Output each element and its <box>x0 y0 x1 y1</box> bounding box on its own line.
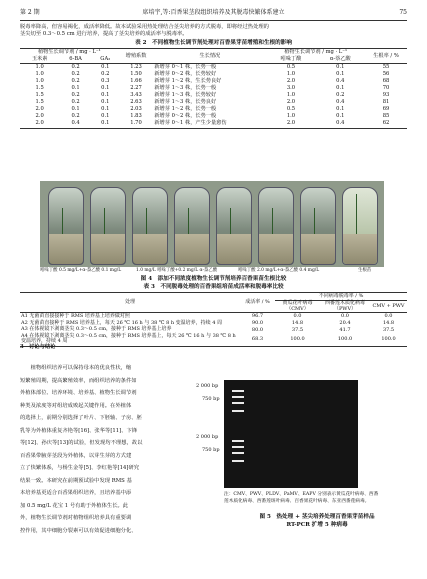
table-cell: 0.1 <box>336 113 345 120</box>
table-cell: 62 <box>382 120 390 127</box>
table-cell: 0.1 <box>336 85 345 92</box>
table-cell: 3.43 <box>130 92 142 99</box>
table-cell: 0.1 <box>336 64 345 71</box>
body-line: 乳等为外植体重复齐艳等[16]、张华等[11]、卞锋 <box>20 427 138 434</box>
table-cell: 0.1 <box>101 106 110 113</box>
culture-jar <box>90 187 126 265</box>
body-line: 等[12]、孙庆等[13]的试验，但发现均不理想，故以 <box>20 440 143 446</box>
table-cell: 1.50 <box>130 71 142 78</box>
table-cell: 2.0 <box>35 120 44 127</box>
table-cell: 2.0 <box>35 106 44 113</box>
table-cell: 1.5 <box>35 99 44 106</box>
table-cell: A4 在体视镜下剥离茎尖 0.3～0.5 cm，接种于 RMS 培养基上，每天 26 ℃ 16 h 与 38 ℃ 8 h 变温培养，持续 4 周 <box>21 332 236 345</box>
table-cell: 新增芽 1～3 株，长势良好 <box>154 99 217 106</box>
table-cell: 1.66 <box>130 78 142 85</box>
table-cell: 1.0 <box>35 78 44 85</box>
table-cell: A3 在体视镜下剥离茎尖 0.3～0.5 cm，接种于 RMS 培养基上培养 <box>21 326 172 333</box>
gel-lane <box>337 386 349 482</box>
table-cell: 0.3 <box>101 78 110 85</box>
figure5-note: 注：CMV、PWV、PLDV、PaMV、EAPV 分别表示黄瓜花叶病毒、西番莲木质化病毒、西番莲斑叶病毒、百香果花叶病毒、东亚西番莲病毒。 <box>224 492 379 504</box>
body-line: 立了快繁体系，与杨生金等[5]、李红艳等[14]研究 <box>20 465 140 471</box>
table-cell: 新增芽 1～2 株，长势一般 <box>154 106 217 113</box>
table-cell: 1.5 <box>35 85 44 92</box>
table-cell: 2.0 <box>286 120 296 127</box>
table-cell: A2 无菌苗直接种于 RMS 培养基上，每天 26 ℃ 16 h 与 38 ℃ 8 h 变温培养，持续 4 周 <box>21 319 223 326</box>
gel-ladder-label: 2 000 bp <box>196 383 219 389</box>
table3 <box>20 292 407 347</box>
table-cell: 新增芽 1～2 株，生长势良好 <box>154 78 222 85</box>
intro-line: 茎尖切至 0.3～0.5 cm 进行培养，提高了茎尖培养的成活率与脱毒率。 <box>20 31 188 38</box>
table-cell: 新增芽 0～2 株，长势一般 <box>154 113 217 120</box>
table-cell: 0.1 <box>336 71 345 78</box>
table-cell: 0.2 <box>71 113 80 120</box>
table-cell: 1.70 <box>130 120 142 127</box>
table-cell: 1.0 <box>35 64 44 71</box>
table2-caption: 表 2 不同植物生长调节剂处理对百香果芽苗增殖和生根的影响 <box>135 40 292 46</box>
table2-header-iba: 吲哚丁酸 <box>280 56 302 63</box>
table-cell: 0.2 <box>71 71 80 78</box>
panel-label: 吲哚丁酸 2.0 mg/L+α-萘乙酸 0.4 mg/L <box>238 268 320 273</box>
table-cell: 14.8 <box>382 320 395 326</box>
table-cell: 0.1 <box>101 113 110 120</box>
table-cell: 0.4 <box>336 99 345 106</box>
culture-jar <box>258 187 294 265</box>
body-line: 外，植物生长调节剂对植物组织培养具有重要调 <box>20 515 132 521</box>
table-cell: 100.0 <box>381 335 396 342</box>
table-cell: 0.1 <box>101 120 110 127</box>
table-cell: 0.2 <box>336 92 345 99</box>
table-cell: 1.5 <box>35 92 44 99</box>
table-row <box>20 313 407 320</box>
intro-line: 脱毒率降高，但容易褐化，成活率降低。故本试验采用热处理结合茎尖培养的方式脱毒，即将经过热处理的 <box>20 24 269 30</box>
table-cell: 1.83 <box>130 113 142 120</box>
table-cell: 新增芽 0～2 株，长势较好 <box>154 71 217 78</box>
table-cell: 68 <box>382 78 390 85</box>
table-cell: 0.1 <box>101 64 110 71</box>
table-cell: 2.0 <box>35 113 44 120</box>
table-cell: 69 <box>382 106 390 113</box>
gel-lane <box>252 386 264 482</box>
body-line: 加 0.5 mg/L 花宝 1 号有助于外植体生长。此 <box>20 502 129 509</box>
table-cell: 1.0 <box>286 113 296 120</box>
table-cell: 0.4 <box>71 120 80 127</box>
table2-header-zeatin: 玉米素 <box>31 56 48 63</box>
table-cell: 0.1 <box>101 85 110 92</box>
culture-jar <box>174 187 210 265</box>
table3-header-virus-group: 不同病毒脱毒率 / % <box>275 293 407 300</box>
table-cell: 56 <box>382 71 390 78</box>
running-header <box>20 9 407 19</box>
table-row <box>20 64 407 72</box>
table-cell: 20.4 <box>339 320 351 326</box>
section3-heading: 3 讨论与结论 <box>20 344 56 350</box>
culture-jar <box>48 187 84 265</box>
figure5-caption-line: 图 5 热处理 + 茎尖培养处理百香果芽苗样品 <box>259 514 375 520</box>
culture-jar <box>216 187 252 265</box>
rooted-seedling-jar <box>342 187 378 265</box>
table-cell: 3.0 <box>286 85 296 92</box>
table-cell: 68.3 <box>251 335 264 342</box>
table-cell: 96.7 <box>251 313 264 320</box>
table-cell: 0.1 <box>101 92 110 99</box>
table-cell: 2.0 <box>286 78 296 85</box>
table-cell: 0.2 <box>71 64 80 71</box>
gel-ladder-label: 750 bp <box>202 447 220 453</box>
table-cell: 80.0 <box>251 326 264 333</box>
table-cell: 55 <box>382 64 390 71</box>
table-cell: 1.0 <box>35 71 44 78</box>
table2-header-naa: 6-BA <box>69 56 82 63</box>
panel-label: 1.0 mg/L 吲哚丁酸+0.2 mg/L α-萘乙酸 <box>136 268 218 273</box>
table-cell: A1 无菌苗直接接种于 RMS 培养基上培养做对照 <box>21 312 130 319</box>
table-cell: 0.2 <box>71 99 80 106</box>
table2-right-group-header: 植物生长调节剂 / mg · L⁻¹ <box>284 49 348 55</box>
table3-header-cmv: 黄瓜花叶病毒（CMV） <box>282 299 313 312</box>
figure4-caption: 图 4 添加不同浓度植物生长调节剂培养百香果苗生根比较 <box>140 276 287 282</box>
table3-header-treatment: 处理 <box>124 299 135 306</box>
table-cell: 新增芽 1～3 株，长势较好 <box>154 92 217 99</box>
body-line: 的选择上，前期分别选择了叶片、下胚轴、子房、胚 <box>20 415 142 421</box>
table-cell: 90.0 <box>251 320 264 326</box>
table-cell: 1.0 <box>286 71 296 78</box>
body-line: 植物组织培养可以保持母本的优良性状，缩 <box>30 365 132 371</box>
table-cell: 0.0 <box>293 313 302 320</box>
running-title: 席培宇,等:百香果茎段组织培养及其脱毒快繁体系建立 <box>142 9 285 16</box>
table-cell: 0.1 <box>71 106 80 113</box>
table3-caption: 表 3 不同脱毒处理的百香果组培苗成活率和脱毒率比较 <box>143 284 284 290</box>
table-cell: 81 <box>382 99 390 106</box>
table-cell: 新增芽 1～3 株，长势一般 <box>154 85 217 92</box>
table-cell: 93 <box>382 92 390 99</box>
table2-header-ga3: GA₃ <box>100 56 111 63</box>
gel-lane <box>286 386 298 482</box>
table-cell: 1.23 <box>130 64 142 71</box>
gel-lane <box>303 386 315 482</box>
table-cell: 2.27 <box>130 85 142 92</box>
figure4-photo <box>40 181 384 267</box>
gel-lane <box>269 386 281 482</box>
table-cell: 100.0 <box>290 335 305 342</box>
table2-header-rooting: 生根率 / % <box>373 52 399 59</box>
header-rule <box>20 20 407 21</box>
body-line: 百香果带腋芽茎段为外植体，以芽生芽的方式建 <box>20 452 132 459</box>
table2 <box>20 48 407 129</box>
table-cell: 新增芽 0～1 株，长势一般 <box>154 64 217 71</box>
table-cell: 0.1 <box>71 85 80 92</box>
panel-label: 生根苗 <box>358 268 372 273</box>
table-cell: 85 <box>382 113 390 120</box>
body-line: 种类及浓度等对组培成败起关键作用。在外植体 <box>20 402 132 409</box>
body-line: 外植体部位、培养环境、培养基、植物生长调节剂 <box>20 390 137 396</box>
table-cell: 0.5 <box>286 106 296 113</box>
body-line: 结果一致。本研究在前期预试验中发现 RMS 基 <box>20 477 132 484</box>
table2-left-group-header: 植物生长调节剂 / mg · L⁻¹ <box>37 49 101 55</box>
section3-body <box>20 362 208 537</box>
table3-header-pwv: 西番莲木质化病毒（PWV） <box>324 299 365 312</box>
table-cell: 0.4 <box>336 78 345 85</box>
table3-header-cmv-pwv: CMV + PWV <box>372 303 405 310</box>
table-cell: 0.2 <box>101 71 110 78</box>
table-row <box>20 120 407 127</box>
table-cell: 0.1 <box>336 106 345 113</box>
table3-header-survival: 成活率 / % <box>245 299 270 306</box>
body-line: 本培养基更适合百香果组织培养，且培养基中添 <box>20 490 132 496</box>
table-cell: 新增芽 0～1 株，产生少量愈伤 <box>154 120 227 127</box>
culture-jar <box>132 187 168 265</box>
table-cell: 0.1 <box>101 99 110 106</box>
table-cell: 37.5 <box>291 326 304 333</box>
table-cell: 70 <box>382 85 390 92</box>
figure5-caption <box>224 514 410 529</box>
table-cell: 2.03 <box>130 106 142 113</box>
table-row <box>20 71 407 78</box>
intro-paragraph <box>20 24 407 38</box>
gel-ladder-label: 2 000 bp <box>196 434 219 440</box>
table-cell: 0.5 <box>286 64 296 71</box>
table-cell: 2.0 <box>286 99 296 106</box>
table2-header-multiplication: 增殖系数 <box>125 52 147 59</box>
gel-lane <box>320 386 332 482</box>
table2-header-naa2: α-萘乙酸 <box>329 56 351 63</box>
table-cell: 0.2 <box>71 92 80 99</box>
gel-ladder-label: 750 bp <box>202 396 220 402</box>
page-number: 75 <box>399 9 407 16</box>
figure5-gel <box>224 380 358 488</box>
table-cell: 0.0 <box>341 313 349 320</box>
body-line: 控作用，其中细胞分裂素可以有效促进细胞分化、 <box>20 527 137 534</box>
table-cell: 37.5 <box>382 326 395 333</box>
table-cell: 100.0 <box>337 335 353 342</box>
table-cell: 0.4 <box>336 120 345 127</box>
journal-issue: 第 2 期 <box>20 9 40 16</box>
table2-header-growth: 生长情况 <box>199 52 221 59</box>
table-cell: 2.63 <box>130 99 142 106</box>
table-cell: 41.7 <box>339 326 351 333</box>
table-cell: 0.2 <box>71 78 80 85</box>
table-cell: 1.0 <box>286 92 296 99</box>
culture-jar <box>300 187 336 265</box>
table-cell: 0.0 <box>384 313 393 320</box>
panel-label: 吲哚丁酸 0.5 mg/L+α-萘乙酸 0.1 mg/L <box>40 268 122 273</box>
figure5-caption-line: RT-PCR 扩增 5 种病毒 <box>286 521 348 528</box>
body-line: 短繁殖周期，提高繁殖效率，而组织培养的条件如 <box>20 377 137 384</box>
table-cell: 14.8 <box>291 320 304 326</box>
